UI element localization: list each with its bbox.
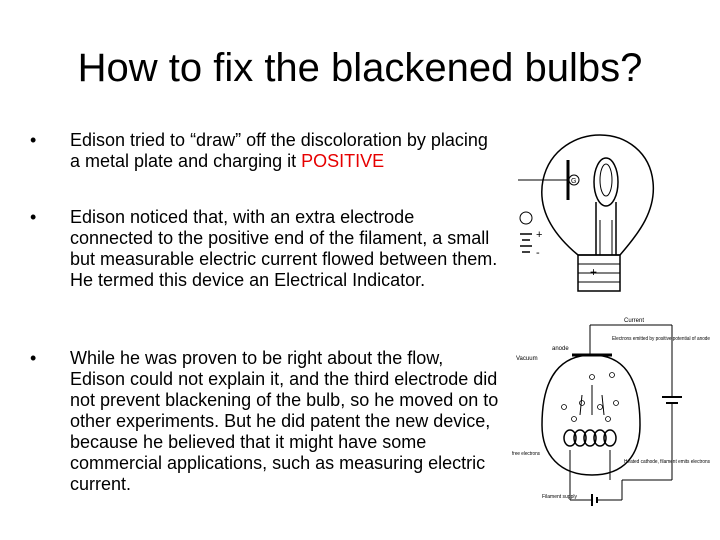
electron-dots [562, 373, 619, 422]
positive-highlight: POSITIVE [301, 151, 385, 171]
bullet-marker: • [30, 207, 37, 227]
edison-effect-diagram [512, 315, 712, 510]
bullet-1-text-main: Edison tried to “draw” off the discoloration by placing a metal plate and charging it [70, 130, 488, 171]
filament-loop [594, 158, 618, 206]
label-heated-cathode: Heated cathode, filament emits electrons [624, 459, 711, 465]
plus-sign: + [536, 229, 543, 241]
minus-sign: - [536, 247, 540, 259]
label-filament-supply: Filament supply [542, 494, 578, 500]
label-current: Current [624, 318, 645, 324]
label-anode: anode [552, 346, 569, 352]
bullet-marker: • [30, 130, 37, 150]
bullet-marker: • [30, 348, 37, 368]
edison-bulb-diagram [508, 130, 668, 300]
bulb-outline [542, 135, 654, 255]
meter-label: G [571, 178, 577, 185]
base-polarity: + - [590, 265, 605, 279]
tube-outline [542, 355, 640, 475]
meter-icon [520, 212, 532, 224]
page-title: How to fix the blackened bulbs? [77, 46, 643, 90]
bullet-3-text: While he was proven to be right about the flow, Edison could not explain it, and the third electrode did not prevent blackening of the bulb, so he moved on to other experiments. But he did patent the new device, because he believed that it might have some commercial applications, such as measuring electric current. [70, 348, 499, 494]
bullet-1 [30, 130, 500, 172]
filament-coil [564, 430, 616, 446]
label-free-electrons: free electrons [512, 451, 541, 457]
label-emitter: Electrons emitted by positive potential of anode [612, 336, 711, 342]
bullet-2 [30, 207, 500, 291]
bullet-1-text [70, 130, 500, 172]
bullet-3 [30, 348, 500, 495]
bullet-2-text: Edison noticed that, with an extra electrode connected to the positive end of the filament, a small but measurable electric current flowed between them. He termed this device an Electrical Indicator. [70, 207, 498, 290]
label-vacuum: Vacuum [516, 356, 538, 362]
